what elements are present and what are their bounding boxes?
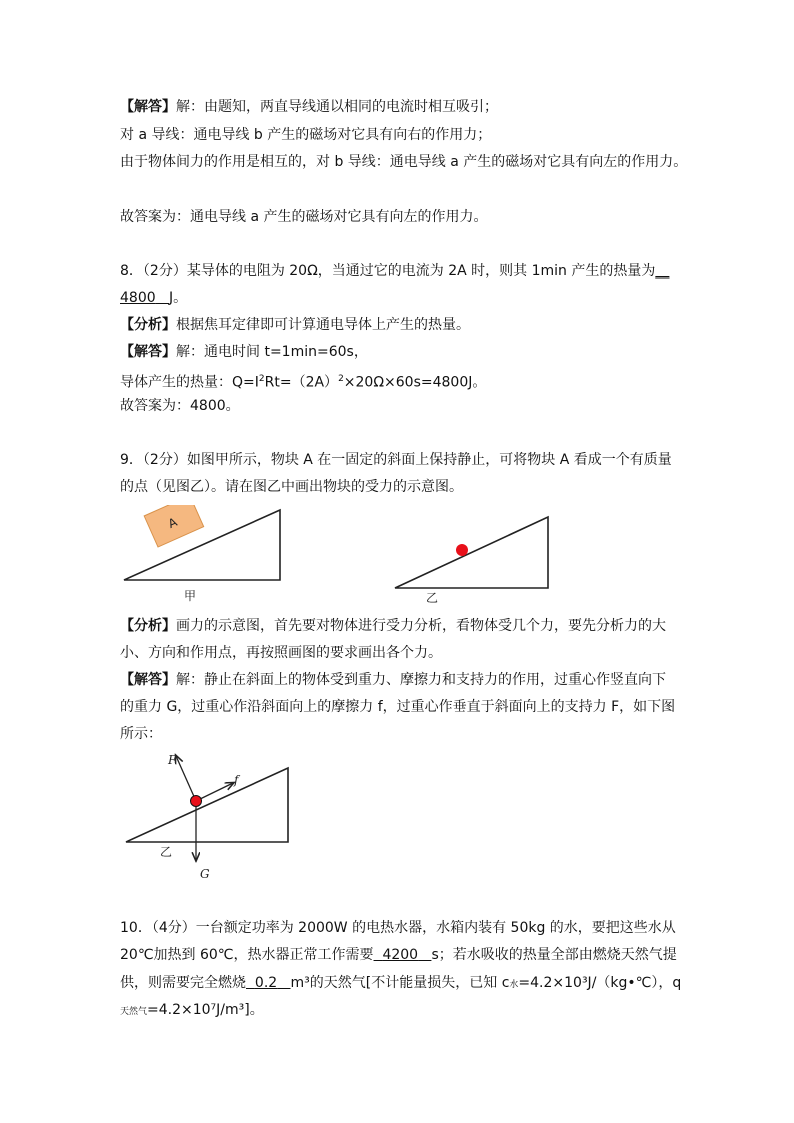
block-a	[144, 505, 204, 547]
q10-stem-line4: 天然气=4.2×10⁷J/m³]。	[120, 1002, 264, 1018]
q10-stem-line3: 供，则需要完全燃烧 0.2 m³的天然气[不计能量损失，已知 c水=4.2×10³J/（kg•℃），q	[120, 975, 682, 991]
q10-stem-line2: 20℃加热到 60℃，热水器正常工作需要 4200 s；若水吸收的热量全部由燃烧天然气提	[120, 947, 677, 963]
q9-analysis-line1: 【分析】画力的示意图，首先要对物体进行受力分析，看物体受几个力，要先分析力的大	[120, 618, 666, 634]
label-f: f	[234, 773, 239, 787]
block-a-label: A	[166, 514, 180, 532]
figure-jia	[118, 505, 288, 605]
q8-answer: 4800	[120, 290, 156, 306]
q7-answer-line3: 由于物体间力的作用是相互的，对 b 导线：通电导线 a 产生的磁场对它具有向左的作用力。	[120, 154, 688, 170]
mass-point	[456, 544, 468, 556]
q7-final-answer: 故答案为：通电导线 a 产生的磁场对它具有向左的作用力。	[120, 209, 488, 225]
q9-solution-line1: 【解答】解：静止在斜面上的物体受到重力、摩擦力和支持力的作用，过重心作竖直向下	[120, 672, 666, 688]
mass-point-answer	[191, 796, 202, 807]
incline-yi	[395, 517, 548, 588]
q9-stem-line2: 的点（见图乙）。请在图乙中画出物块的受力的示意图。	[120, 479, 463, 495]
q9-analysis-line2: 小、方向和作用点，再按照画图的要求画出各个力。	[120, 645, 442, 661]
friction-force-arrow	[196, 783, 233, 801]
incline-answer	[126, 768, 288, 842]
figure-yi-caption: 乙	[426, 591, 439, 605]
figure-yi	[390, 510, 555, 605]
q9-stem-line1: 9．（2分）如图甲所示，物块 A 在一固定的斜面上保持静止，可将物块 A 看成一个有质量	[120, 452, 672, 468]
label-F: F	[168, 753, 177, 767]
q10-answer-volume: 0.2	[254, 975, 278, 991]
q8-analysis: 【分析】根据焦耳定律即可计算通电导体上产生的热量。	[120, 317, 470, 333]
q8-final-answer: 故答案为：4800。	[120, 398, 240, 414]
q8-stem: 8．（2分）某导体的电阻为 20Ω，当通过它的电流为 2A 时，则其 1min 产生的热量为__	[120, 263, 670, 279]
q8-answer-blank: 4800 J。	[120, 290, 188, 306]
q8-solution-line1: 【解答】解：通电时间 t=1min=60s，	[120, 344, 368, 360]
figure-jia-caption: 甲	[184, 589, 197, 603]
q8-solution-line2: 导体产生的热量：$Q=I^2Rt=(2A)^2\times 20\Omega\times 60s=4800J$。	[120, 374, 487, 391]
figure-force-diagram	[118, 748, 298, 888]
figure-answer-caption: 乙	[160, 845, 173, 859]
q7-answer-line2: 对 a 导线：通电导线 b 产生的磁场对它具有向右的作用力；	[120, 127, 492, 143]
q7-answer-line1: 【解答】解：由题知，两直导线通以相同的电流时相互吸引；	[120, 99, 498, 115]
q9-solution-line2: 的重力 G，过重心作沿斜面向上的摩擦力 f，过重心作垂直于斜面向上的支持力 F，如下图	[120, 699, 676, 715]
support-force-arrow	[176, 756, 196, 801]
label-G: G	[200, 867, 210, 881]
q10-answer-time: 4200	[382, 947, 419, 963]
q10-stem-line1: 10．（4分）一台额定功率为 2000W 的电热水器，水箱内装有 50kg 的水，要把这些水从	[120, 920, 676, 936]
q9-solution-line3: 所示：	[120, 726, 162, 742]
